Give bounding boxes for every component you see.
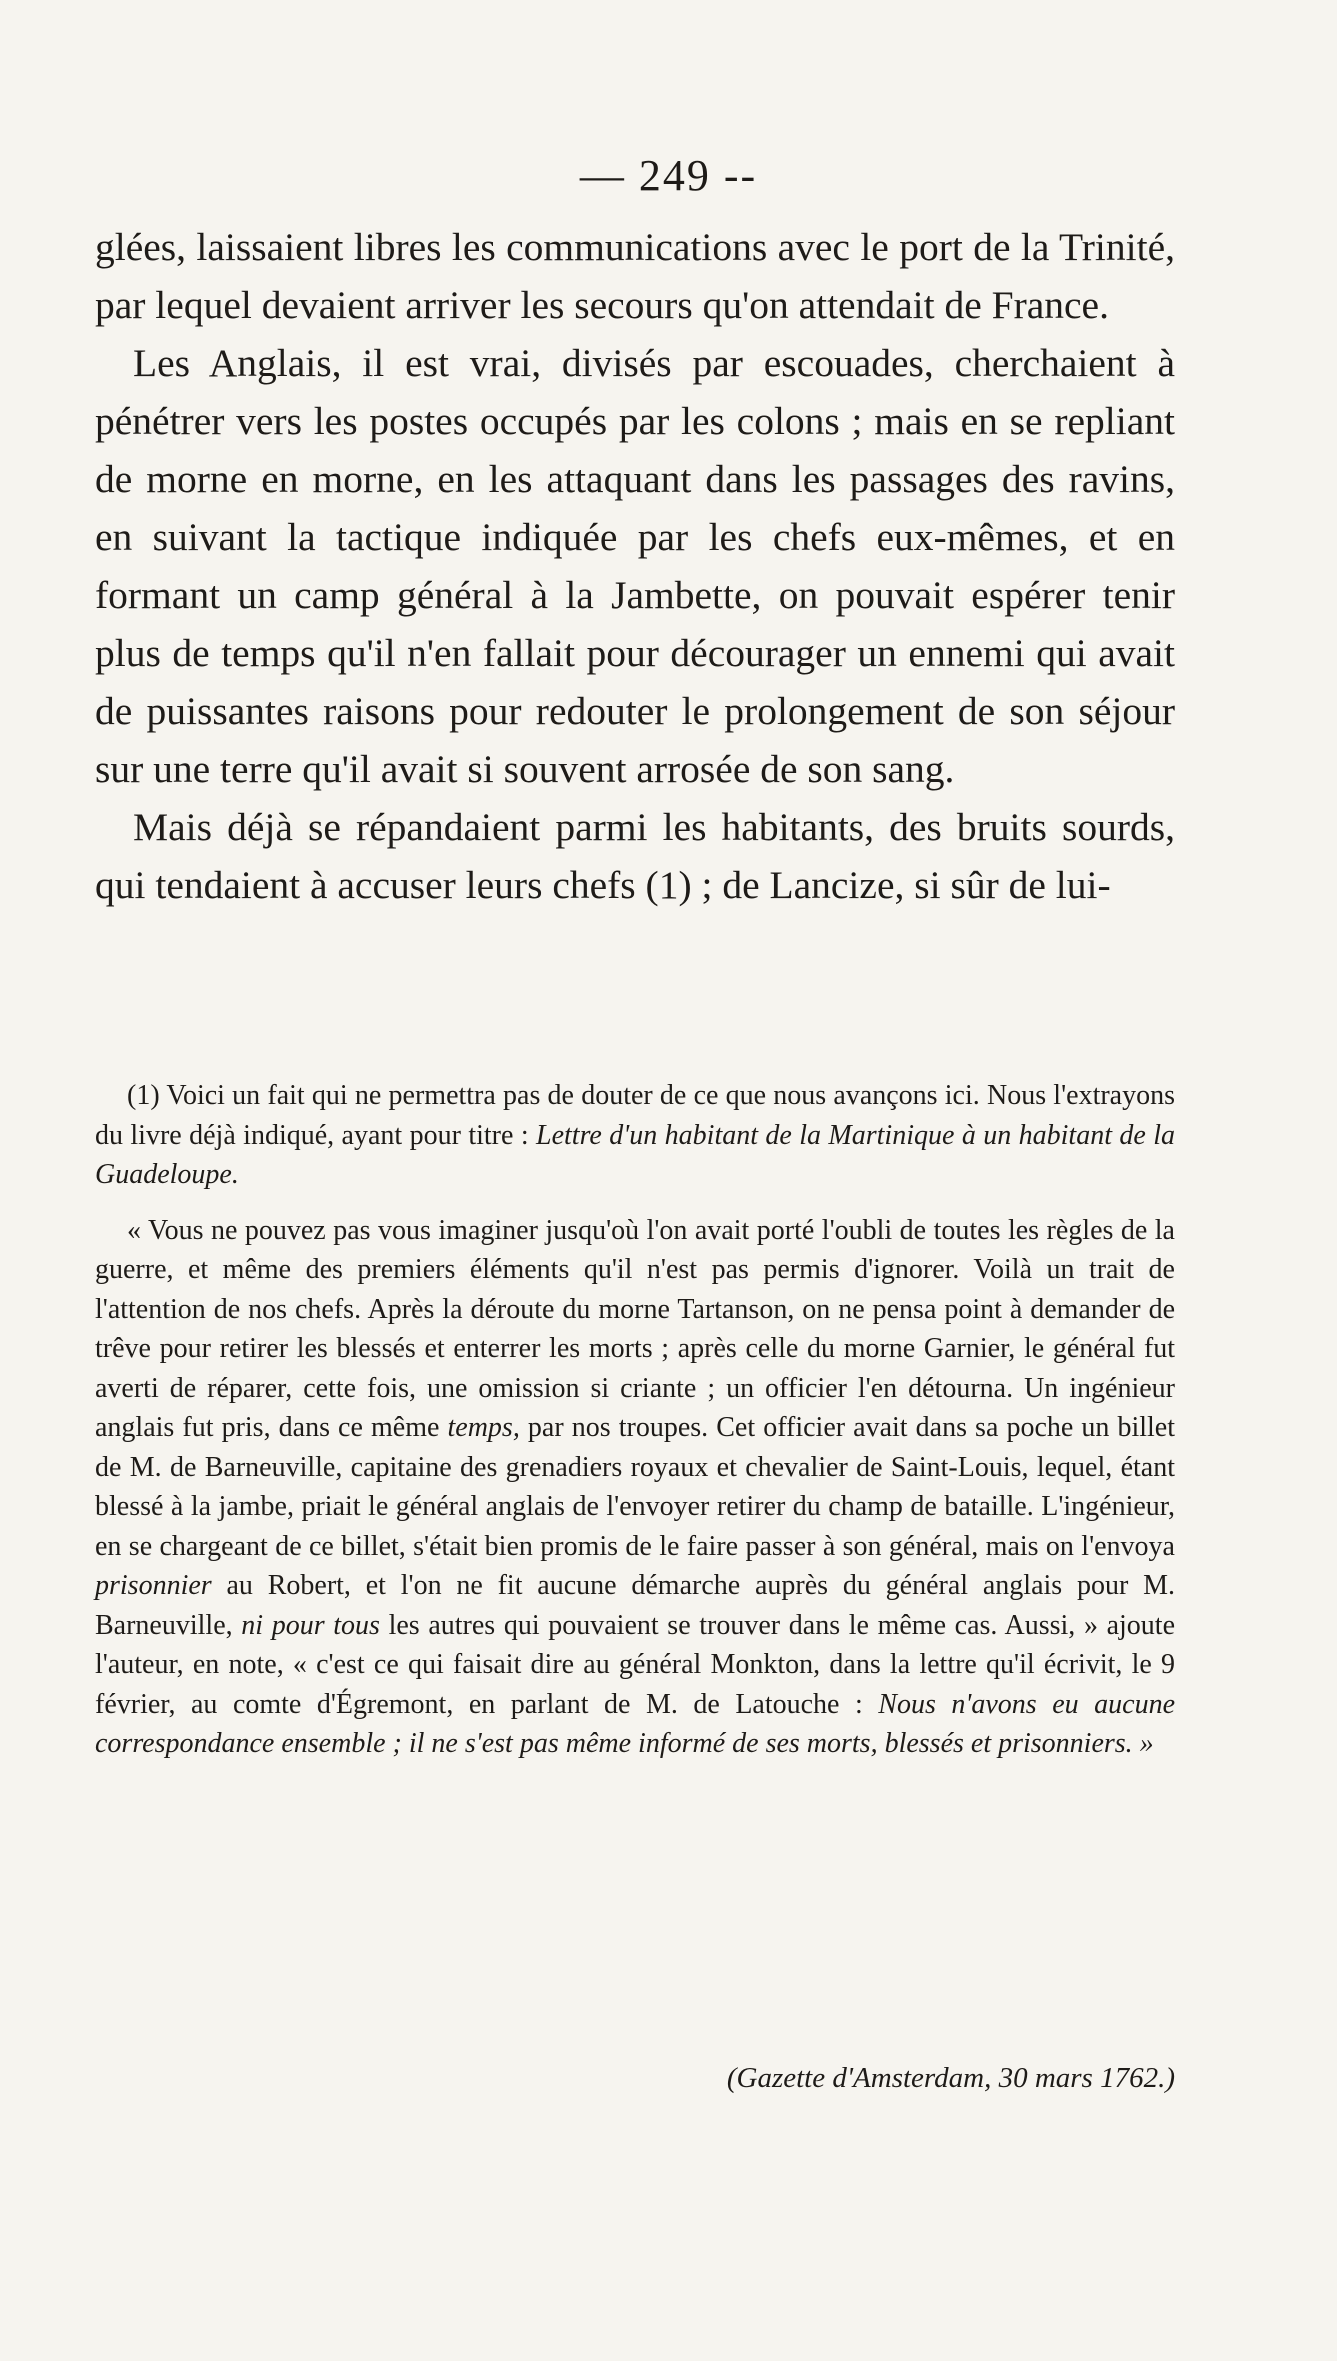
paragraph-rumors: Mais déjà se répandaient parmi les habitants, des bruits sourds, qui tendaient à accuser leurs chefs (1) ; de Lancize, si sûr de lui-: [95, 805, 1175, 907]
footnote-quote-part-b: par nos troupes. Cet officier avait dans sa poche un billet de M. de Barneuville, capitaine des grenadiers royaux et chevalier de Saint-Louis, lequel, étant blessé à la jambe, priait le général anglais de l'envoyer retirer du champ de bataille. L'ingénieur, en se chargeant de ce billet, s'était bien promis de le faire passer à son général, mais on l'envoya: [95, 1412, 1176, 1562]
footnote-book-title: Lettre d'un habitant de la Martinique à un habitant de la Guadeloupe.: [95, 1119, 1175, 1190]
footnote-word-prisonnier: prisonnier: [95, 1570, 212, 1601]
footnote-word-temps: temps,: [447, 1412, 520, 1443]
footnote-quote-part-d: les autres qui pouvaient se trouver dans le même cas. Aussi, » ajoute l'auteur, en note, « c'est ce qui faisait dire au général Monkton, dans la lettre qu'il écrivit, le 9 février, au comte d'Égremont, en parlant de M. de Latouche :: [95, 1609, 1176, 1720]
footnote-quote: [95, 1211, 1175, 1764]
footnote-monkton-quote: Nous n'avons eu aucune correspondance ensemble ; il ne s'est pas même informé de ses morts, blessés et prisonniers. »: [95, 1688, 1176, 1759]
page-number: — 249 --: [579, 151, 758, 200]
footnote-intro-text: (1) Voici un fait qui ne permettra pas de douter de ce que nous avançons ici. Nous l'extrayons du livre déjà indiqué, ayant pour titre :: [95, 1080, 1175, 1151]
paragraph-continuation: glées, laissaient libres les communications avec le port de la Trinité, par lequel devaient arriver les secours qu'on attendait de France.: [95, 225, 1175, 327]
footnote-phrase-tous: ni pour tous: [241, 1609, 380, 1641]
paragraph-english-troops: Les Anglais, il est vrai, divisés par escouades, cherchaient à pénétrer vers les postes occupés par les colons ; mais en se repliant de morne en morne, en les attaquant dans les passages des ravins, en suivant la tactique indiquée par les chefs eux-mêmes, et en formant un camp général à la Jambette, on pouvait espérer tenir plus de temps qu'il n'en fallait pour décourager un ennemi qui avait de puissantes raisons pour redouter le prolongement de son séjour sur une terre qu'il avait si souvent arrosée de son sang.: [95, 341, 1175, 791]
footnote-quote-part-c: au Robert, et l'on ne fit aucune démarche auprès du général anglais pour M. Barneuville,: [95, 1570, 1176, 1641]
footnote-intro: [95, 1076, 1175, 1195]
footnote: [95, 1076, 1175, 1764]
footnote-source: (Gazette d'Amsterdam, 30 mars 1762.): [726, 2062, 1175, 2094]
main-text: [95, 218, 1175, 914]
footnote-quote-part-a: « Vous ne pouvez pas vous imaginer jusqu'où l'on avait porté l'oubli de toutes les règles de la guerre, et même des premiers éléments qu'il n'est pas permis d'ignorer. Voilà un trait de l'attention de nos chefs. Après la déroute du morne Tartanson, on ne pensa point à demander de trêve pour retirer les blessés et enterrer les morts ; après celle du morne Garnier, le général fut averti de réparer, cette fois, une omission si criante ; un officier l'en détourna. Un ingénieur anglais fut pris, dans ce même: [95, 1214, 1175, 1443]
